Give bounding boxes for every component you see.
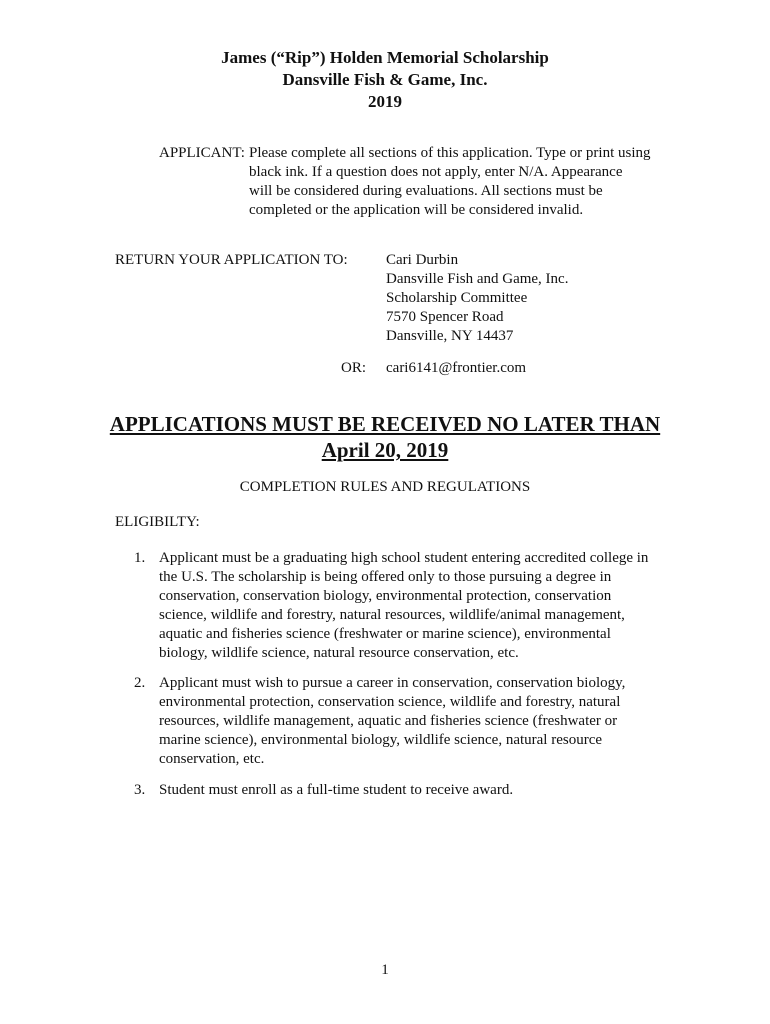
document-header: [0, 47, 770, 113]
item-line: Applicant must be a graduating high school student entering accredited college in: [159, 550, 649, 566]
address-line: Scholarship Committee: [386, 290, 528, 306]
item-line: the U.S. The scholarship is being offered only to those pursuing a degree in: [159, 569, 612, 585]
item-number: 1.: [134, 550, 146, 566]
eligibility-label: ELIGIBILTY:: [115, 514, 200, 530]
address-line: 7570 Spencer Road: [386, 309, 504, 325]
deadline-line: APPLICATIONS MUST BE RECEIVED NO LATER THAN: [109, 412, 661, 436]
item-line: resources, wildlife management, aquatic and fisheries science (freshwater or: [159, 713, 618, 729]
instruction-line: Please complete all sections of this application. Type or print using: [249, 145, 651, 161]
address-line: Dansville Fish and Game, Inc.: [386, 271, 569, 287]
item-line: marine science), environmental biology, wildlife science, natural resource: [159, 732, 603, 748]
instruction-line: will be considered during evaluations. All sections must be: [249, 183, 603, 199]
deadline-date: April 20, 2019: [321, 438, 449, 462]
applicant-label: APPLICANT:: [159, 145, 245, 161]
page-number: 1: [381, 962, 389, 978]
mailing-address: [386, 251, 568, 346]
contact-email: cari6141@frontier.com: [386, 360, 527, 376]
item-text: [159, 549, 674, 663]
instruction-line: completed or the application will be considered invalid.: [249, 202, 584, 218]
item-line: conservation, etc.: [159, 751, 265, 767]
item-line: Applicant must wish to pursue a career in conservation, conservation biology,: [159, 675, 626, 691]
item-line: Student must enroll as a full-time student to receive award.: [159, 782, 514, 798]
item-number: 3.: [134, 782, 146, 798]
address-line: Cari Durbin: [386, 252, 459, 268]
item-text: [159, 674, 674, 769]
instruction-line: black ink. If a question does not apply, enter N/A. Appearance: [249, 164, 623, 180]
scholarship-year: 2019: [368, 92, 402, 111]
organization-name: Dansville Fish & Game, Inc.: [282, 70, 488, 89]
item-text: [159, 781, 674, 800]
scholarship-title: James (“Rip”) Holden Memorial Scholarship: [221, 48, 549, 67]
applicant-instructions-text: [249, 144, 679, 220]
return-application-label: RETURN YOUR APPLICATION TO:: [115, 252, 348, 268]
address-line: Dansville, NY 14437: [386, 328, 514, 344]
item-line: science, wildlife and forestry, natural resources, wildlife/animal management,: [159, 607, 625, 623]
or-label: OR:: [341, 360, 367, 376]
item-line: environmental protection, conservation science, wildlife and forestry, natural: [159, 694, 621, 710]
item-line: biology, wildlife science, natural resource conservation, etc.: [159, 645, 519, 661]
item-line: aquatic and fisheries science (freshwater or marine science), environmental: [159, 626, 611, 642]
item-number: 2.: [134, 675, 146, 691]
rules-heading: COMPLETION RULES AND REGULATIONS: [239, 479, 531, 495]
item-line: conservation, conservation biology, environmental protection, conservation: [159, 588, 612, 604]
deadline-notice: [0, 411, 770, 463]
